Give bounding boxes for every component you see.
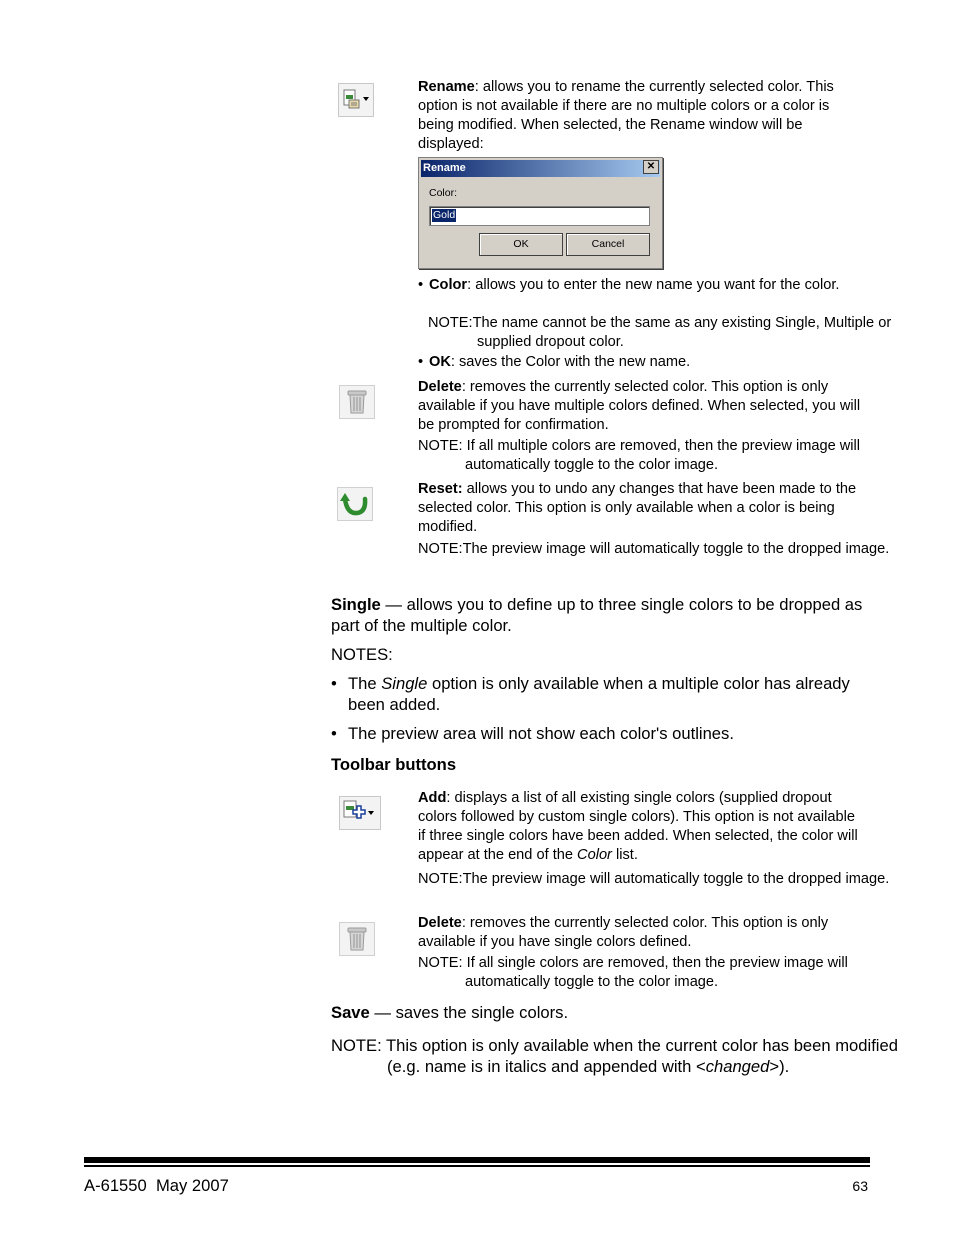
bullet-marker: •: [418, 277, 424, 293]
save-note: NOTE: This option is only available when the current color has been modified (e.g. name is in italics and appended with <changed>).: [331, 1036, 898, 1076]
toolbar-buttons-heading: Toolbar buttons: [331, 755, 457, 774]
single-note-2: The preview area will not show each color's outlines.: [348, 724, 734, 743]
cancel-button[interactable]: Cancel: [566, 233, 650, 256]
delete-single-description: Delete: removes the currently selected color. This option is only available if you have single colors defined.: [418, 915, 829, 950]
ok-button[interactable]: OK: [479, 233, 563, 256]
reset-note: NOTE:The preview image will automatically toggle to the dropped image.: [418, 541, 890, 557]
single-description: Single — allows you to define up to three single colors to be dropped as part of the multiple color.: [331, 595, 863, 635]
trash-icon[interactable]: [339, 922, 375, 956]
rename-note: NOTE:The name cannot be the same as any existing Single, Multiple or supplied dropout color.: [428, 315, 892, 350]
delete-multiple-note: NOTE: If all multiple colors are removed, then the preview image will automatically toggle to the color image.: [418, 438, 861, 473]
add-note: NOTE:The preview image will automatically toggle to the dropped image.: [418, 871, 890, 887]
document-id: A-61550 May 2007: [84, 1176, 229, 1195]
rename-dialog: [418, 157, 663, 269]
add-color-icon[interactable]: [339, 796, 381, 830]
bullet-marker: •: [331, 724, 337, 743]
color-field-label: Color:: [429, 187, 458, 199]
dialog-title: Rename: [421, 160, 660, 177]
bullet-marker: •: [418, 354, 424, 370]
close-icon[interactable]: ✕: [643, 160, 659, 174]
color-input[interactable]: [429, 206, 650, 226]
page-number: 63: [852, 1178, 868, 1194]
rename-description: Rename: allows you to rename the currently selected color. This option is not available if there are no multiple colors or a color is being modified. When selected, the Rename window will be displayed:: [418, 79, 834, 152]
delete-multiple-description: Delete: removes the currently selected color. This option is only available if you have multiple colors defined. When selected, you will be prompted for confirmation.: [418, 379, 861, 433]
save-description: Save — saves the single colors.: [331, 1003, 569, 1022]
notes-label: NOTES:: [331, 645, 393, 664]
single-note-1: The Single option is only available when a multiple color has already been added.: [348, 674, 850, 714]
rename-icon[interactable]: [338, 83, 374, 117]
color-bullet: Color: allows you to enter the new name you want for the color.: [429, 277, 840, 293]
add-description: Add: displays a list of all existing single colors (supplied dropout colors followed by custom single colors). This option is not available if three single colors have been added. When selected, the color will appear at the end of the Color list.: [418, 790, 858, 863]
footer-rule: [84, 1157, 870, 1163]
color-input-value: Gold: [433, 209, 456, 221]
footer-rule-thin: [84, 1165, 870, 1167]
ok-bullet: OK: saves the Color with the new name.: [429, 354, 691, 370]
trash-icon[interactable]: [339, 385, 375, 419]
reset-description: Reset: allows you to undo any changes that have been made to the selected color. This option is only available when a color is being modified.: [418, 481, 857, 535]
rename-title: Rename: [418, 79, 475, 95]
delete-single-note: NOTE: If all single colors are removed, then the preview image will automatically toggle to the color image.: [418, 955, 848, 990]
undo-arrow-icon[interactable]: [337, 487, 373, 521]
bullet-marker: •: [331, 674, 337, 693]
